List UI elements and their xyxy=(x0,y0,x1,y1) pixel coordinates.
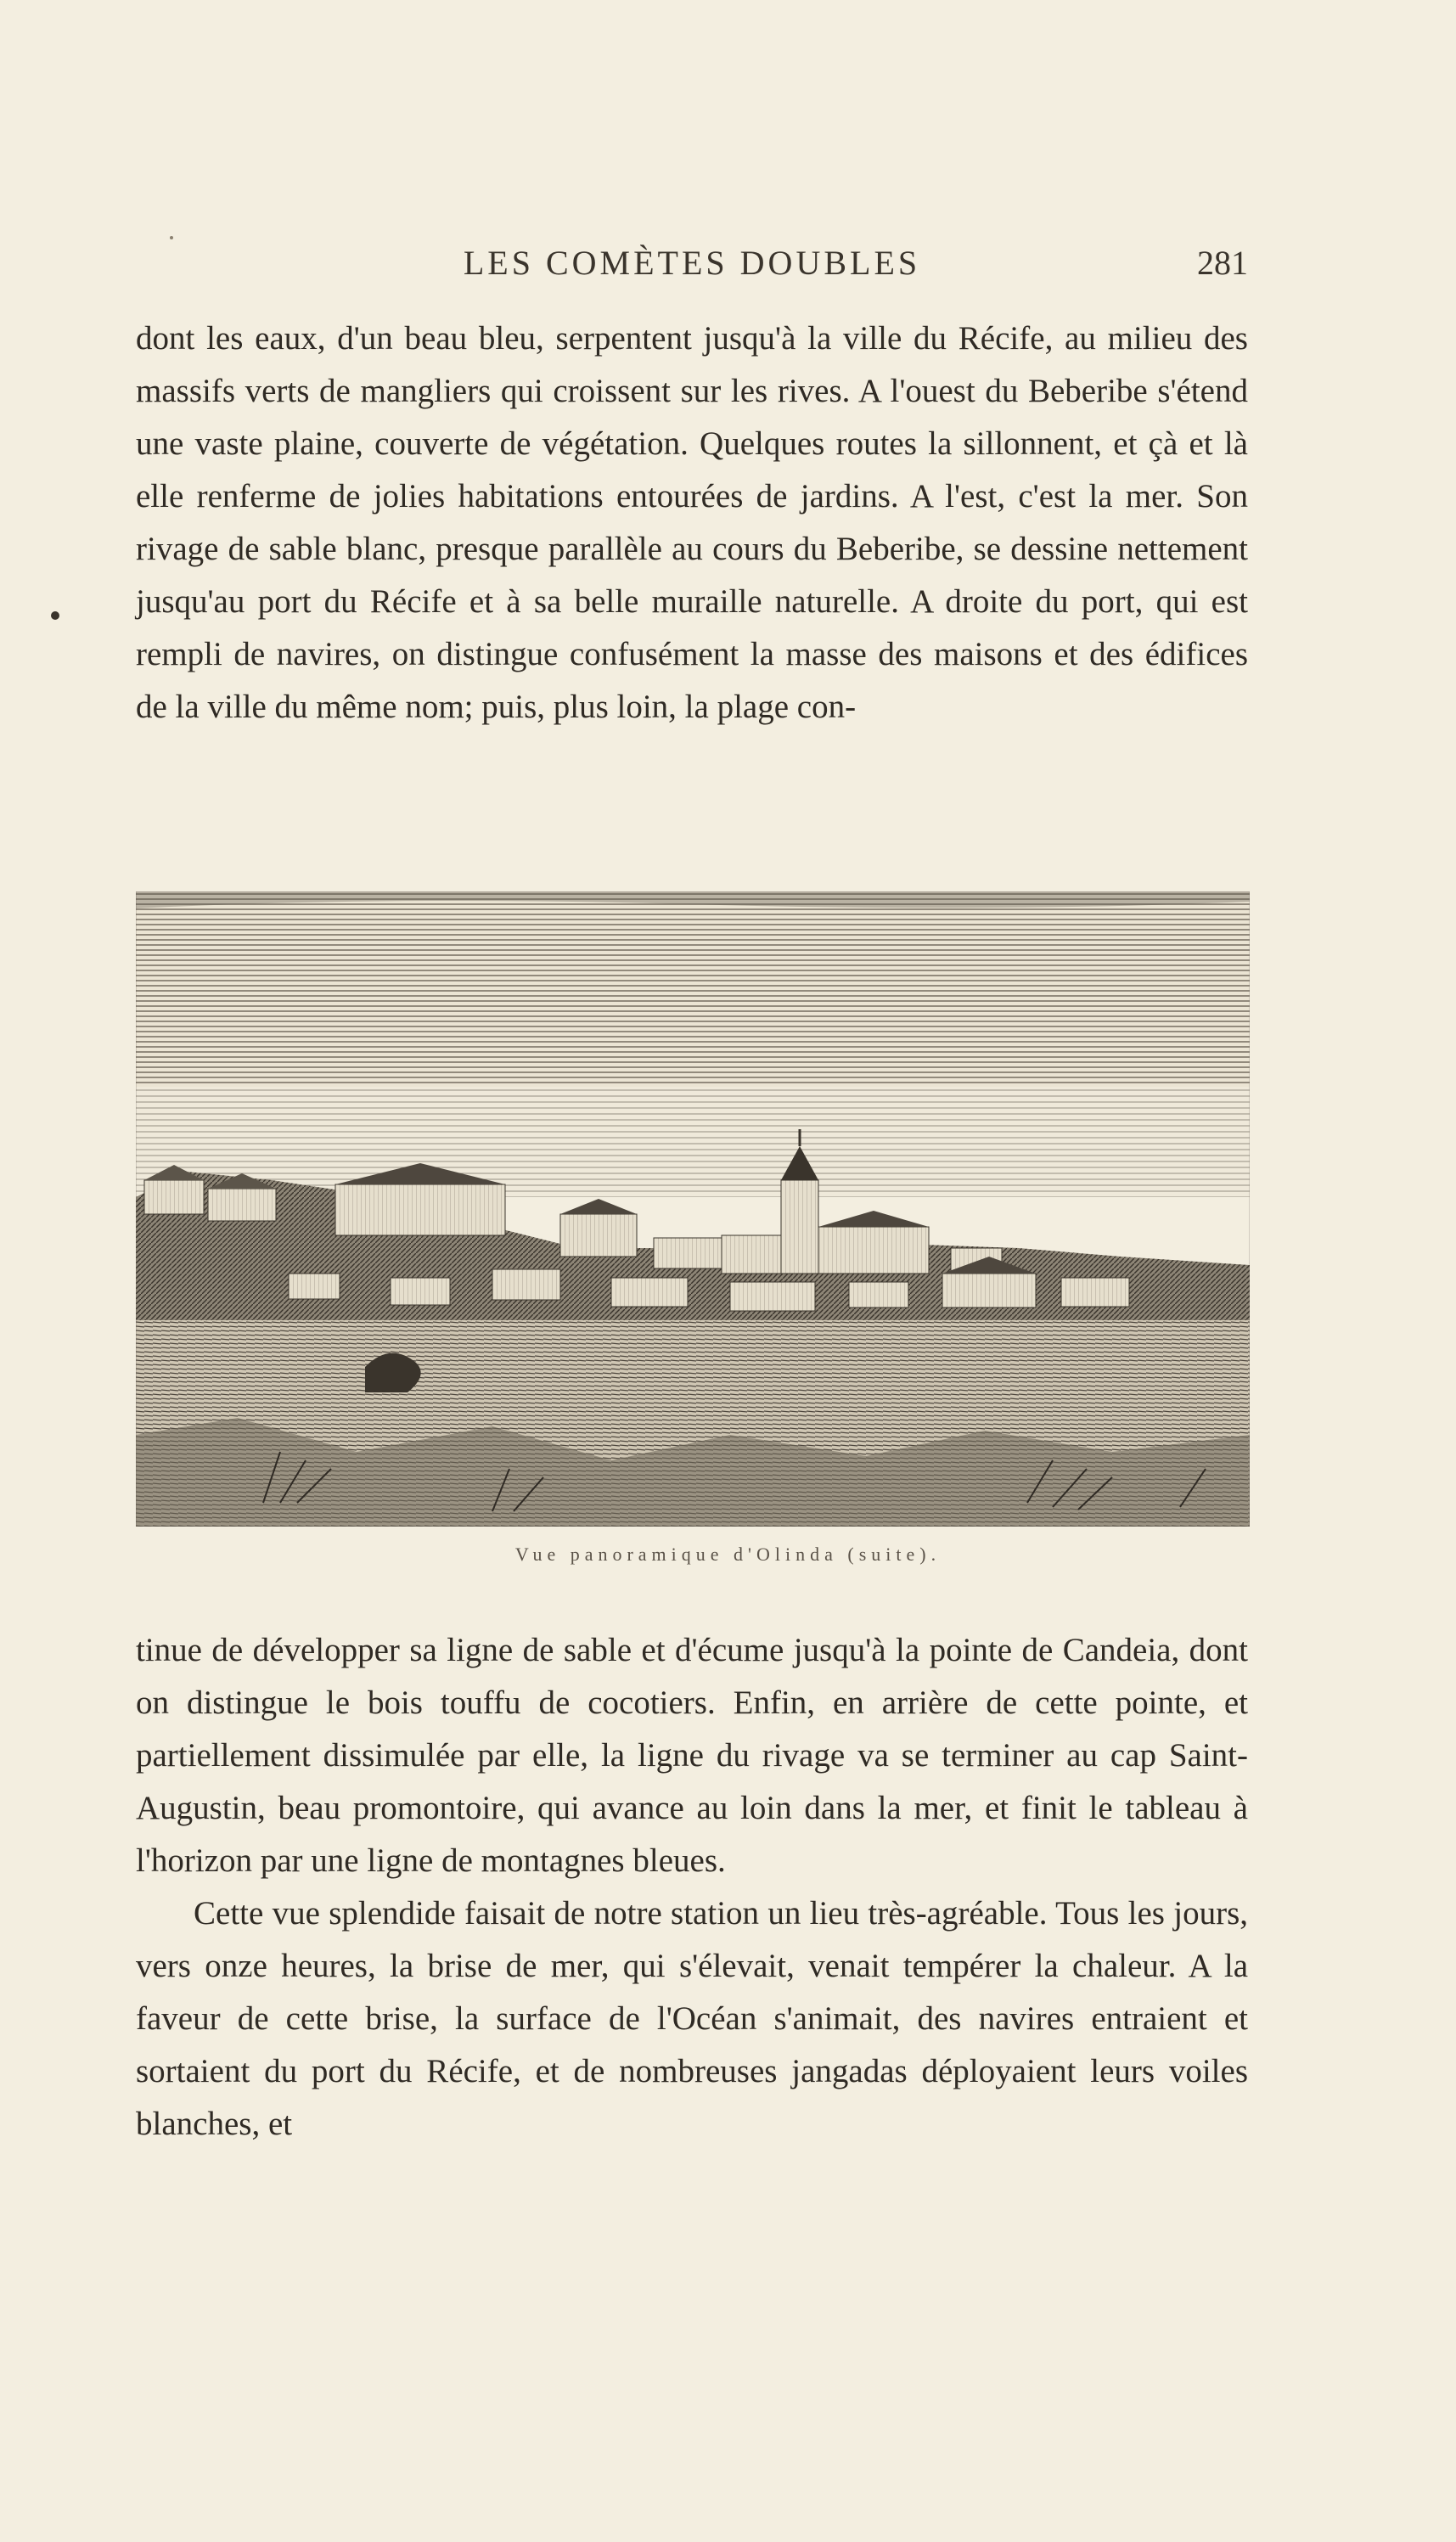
paper-speck xyxy=(170,236,173,239)
page-header xyxy=(136,243,1248,294)
margin-mark xyxy=(51,611,59,620)
running-title: LES COMÈTES DOUBLES xyxy=(463,244,921,282)
paragraph: dont les eaux, d'un beau bleu, serpentent jusqu'à la ville du Récife, au milieu des massifs verts de mangliers qui croissent sur les rives. A l'ouest du Beberibe s'étend une vaste plaine, couverte de végétation. Quelques routes la sillonnent, et çà et là elle renferme de jolies habitations entourées de jardins. A l'est, c'est la mer. Son rivage de sable blanc, presque parallèle au cours du Beberibe, se dessine nettement jusqu'au port du Récife et à sa belle muraille naturelle. A droite du port, qui est rempli de navires, on distingue confusément la masse des maisons et des édifices de la ville du même nom; puis, plus loin, la plage con- xyxy=(136,320,1248,725)
figure-caption: Vue panoramique d'Olinda (suite). xyxy=(514,1544,942,1565)
body-text-top xyxy=(136,312,1248,734)
engraving-illustration xyxy=(136,891,1250,1527)
page-number: 281 xyxy=(1197,244,1248,282)
body-text-bottom xyxy=(136,1624,1248,2151)
olinda-panorama-engraving xyxy=(136,891,1250,1527)
paragraph: Cette vue splendide faisait de notre station un lieu très-agréable. Tous les jours, vers onze heures, la brise de mer, qui s'élevait, venait tempérer la chaleur. A la faveur de cette brise, la surface de l'Océan s'animait, des navires entraient et sortaient du port du Récife, et de nombreuses jangadas déployaient leurs voiles blanches, et xyxy=(136,1895,1248,2142)
sky-horizon-light xyxy=(136,1087,1250,1197)
paragraph: tinue de développer sa ligne de sable et d'écume jusqu'à la pointe de Candeia, dont on distingue le bois touffu de cocotiers. Enfin, en arrière de cette pointe, et partiellement dissimulée par elle, la ligne du rivage va se terminer au cap Saint-Augustin, beau promontoire, qui avance au loin dans la mer, et finit le tableau à l'horizon par une ligne de montagnes bleues. xyxy=(136,1632,1248,1879)
